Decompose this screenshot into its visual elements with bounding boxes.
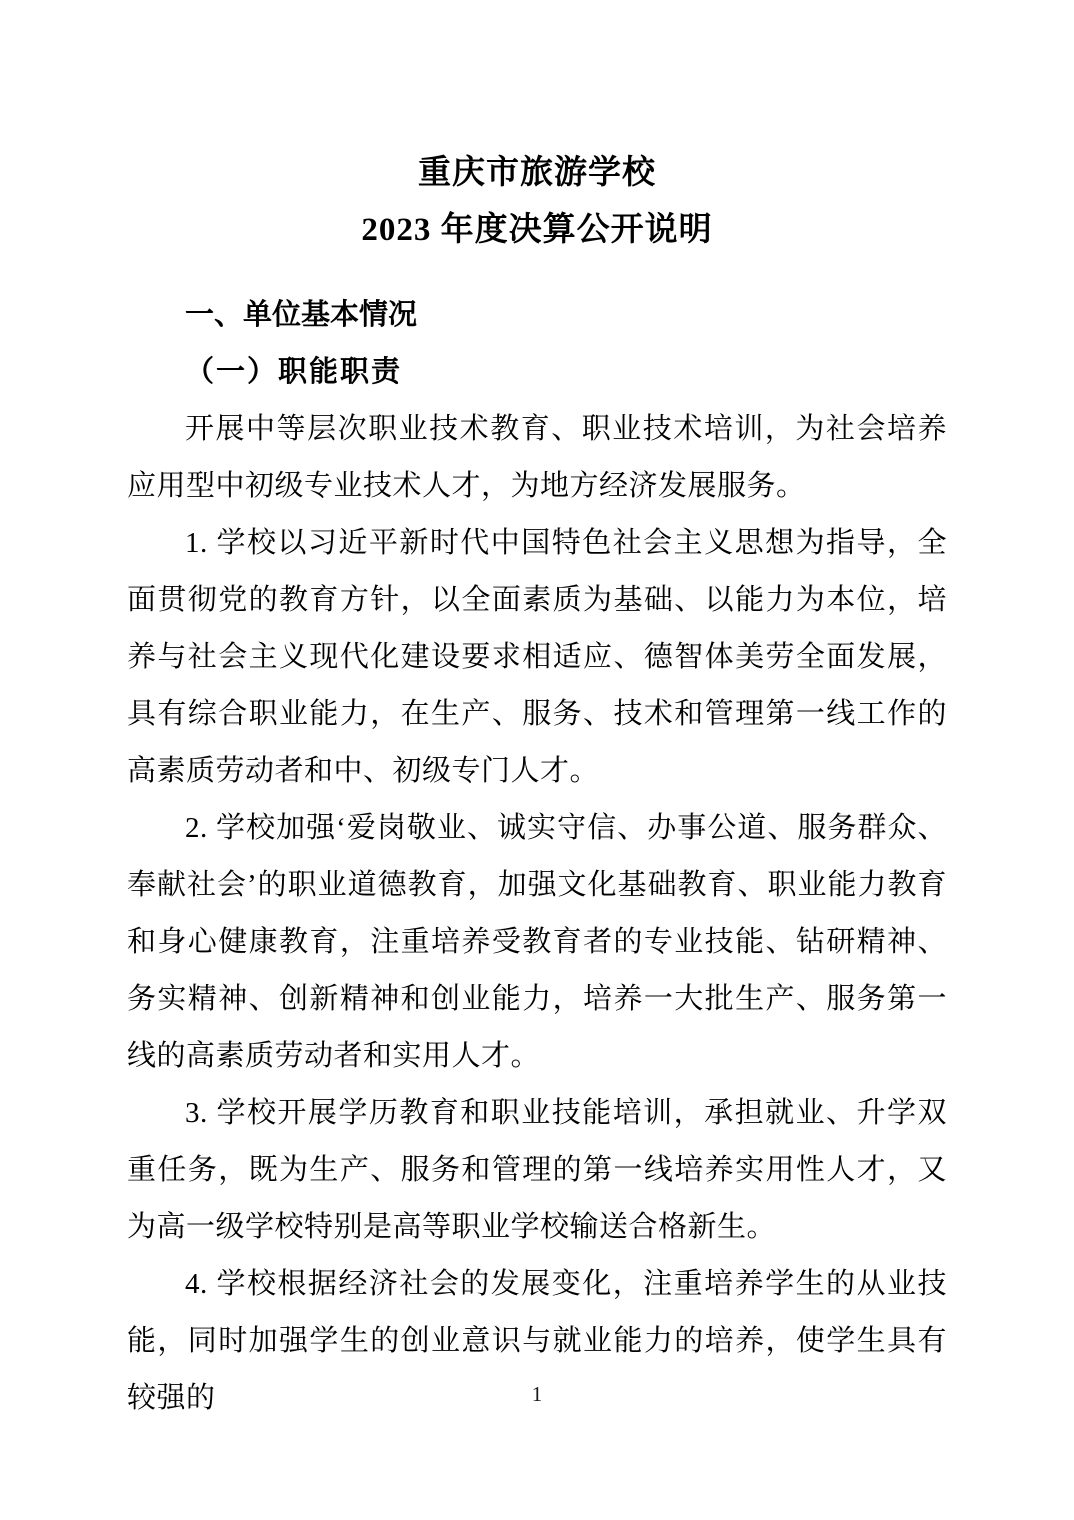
page-number: 1 — [531, 1382, 543, 1406]
subsection-heading: （一）职能职责 — [185, 356, 403, 388]
document-title — [127, 145, 947, 259]
section-heading: 一、单位基本情况 — [185, 299, 418, 331]
document-content — [127, 145, 947, 1427]
paragraph: 4. 学校根据经济社会的发展变化，注重培养学生的从业技能，同时加强学生的创业意识与就业能力的培养，使学生具有较强的 — [127, 1268, 947, 1414]
paragraph: 3. 学校开展学历教育和职业技能培训，承担就业、升学双重任务，既为生产、服务和管理的第一线培养实用性人才，又为高一级学校特别是高等职业学校输送合格新生。 — [127, 1097, 947, 1243]
paragraph: 1. 学校以习近平新时代中国特色社会主义思想为指导，全面贯彻党的教育方针，以全面素质为基础、以能力为本位，培养与社会主义现代化建设要求相适应、德智体美劳全面发展，具有综合职业能力，在生产、服务、技术和管理第一线工作的高素质劳动者和中、初级专门人才。 — [127, 527, 947, 787]
document-title-line2: 2023 年度决算公开说明 — [361, 212, 713, 248]
document-title-line1: 重庆市旅游学校 — [418, 155, 656, 191]
paragraph: 开展中等层次职业技术教育、职业技术培训，为社会培养应用型中初级专业技术人才，为地方经济发展服务。 — [127, 413, 947, 502]
paragraph: 2. 学校加强‘爱岗敬业、诚实守信、办事公道、服务群众、奉献社会’的职业道德教育，加强文化基础教育、职业能力教育和身心健康教育，注重培养受教育者的专业技能、钻研精神、务实精神、创新精神和创业能力，培养一大批生产、服务第一线的高素质劳动者和实用人才。 — [127, 812, 947, 1072]
